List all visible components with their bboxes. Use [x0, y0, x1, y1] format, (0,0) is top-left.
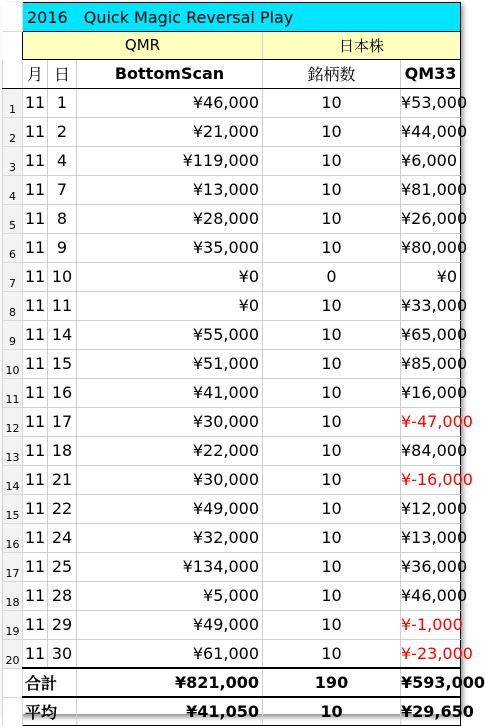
average-qm33[interactable]: ¥29,650	[401, 697, 461, 726]
cell-count[interactable]: 10	[263, 146, 401, 175]
header-bottomscan[interactable]: BottomScan	[77, 60, 263, 89]
header-day[interactable]: 日	[48, 60, 77, 89]
cell-day[interactable]: 29	[48, 610, 77, 639]
cell-count[interactable]: 10	[263, 320, 401, 349]
title-row	[3, 3, 461, 32]
cell-bottomscan[interactable]: ¥55,000	[77, 320, 263, 349]
cell-count[interactable]: 10	[263, 639, 401, 668]
row-number[interactable]: 3	[3, 146, 23, 175]
cell-month[interactable]: 11	[23, 436, 48, 465]
cell-bottomscan[interactable]: ¥30,000	[77, 407, 263, 436]
cell-qm33[interactable]: ¥46,000	[401, 581, 461, 610]
cell-qm33[interactable]: ¥12,000	[401, 494, 461, 523]
cell-count[interactable]: 10	[263, 523, 401, 552]
cell-day[interactable]: 21	[48, 465, 77, 494]
data-table	[2, 2, 485, 726]
total-count[interactable]: 190	[263, 668, 401, 697]
cell-day[interactable]: 18	[48, 436, 77, 465]
table-row	[3, 523, 461, 552]
cell-qm33[interactable]: ¥13,000	[401, 523, 461, 552]
cell-day[interactable]: 4	[48, 146, 77, 175]
cell-count[interactable]: 0	[263, 262, 401, 291]
cell-day[interactable]: 30	[48, 639, 77, 668]
cell-day[interactable]: 14	[48, 320, 77, 349]
cell-bottomscan[interactable]: ¥0	[77, 291, 263, 320]
cell-count[interactable]: 10	[263, 349, 401, 378]
row-number[interactable]: 16	[3, 523, 23, 552]
row-number[interactable]: 6	[3, 233, 23, 262]
cell-day[interactable]: 28	[48, 581, 77, 610]
cell-count[interactable]: 10	[263, 88, 401, 117]
cell-day[interactable]: 8	[48, 204, 77, 233]
header-qmr[interactable]: QMR	[23, 31, 263, 60]
cell-month[interactable]: 11	[23, 204, 48, 233]
cell-count[interactable]: 10	[263, 610, 401, 639]
row-number[interactable]: 4	[3, 175, 23, 204]
header-japan-stocks[interactable]: 日本株	[263, 31, 461, 60]
cell-qm33[interactable]: ¥65,000	[401, 320, 461, 349]
row-number[interactable]: 13	[3, 436, 23, 465]
table-row	[3, 117, 461, 146]
row-number[interactable]: 2	[3, 117, 23, 146]
cell-bottomscan[interactable]: ¥28,000	[77, 204, 263, 233]
total-bottomscan[interactable]: ¥821,000	[77, 668, 263, 697]
total-qm33[interactable]: ¥593,000	[401, 668, 461, 697]
cell-qm33[interactable]: ¥0	[401, 262, 461, 291]
cell-count[interactable]: 10	[263, 378, 401, 407]
cell-bottomscan[interactable]: ¥134,000	[77, 552, 263, 581]
table-row	[3, 552, 461, 581]
cell-qm33[interactable]: ¥-1,000	[401, 610, 461, 639]
cell-bottomscan[interactable]: ¥13,000	[77, 175, 263, 204]
header-row-2	[3, 31, 461, 60]
table-row	[3, 436, 461, 465]
cell-qm33[interactable]: ¥6,000	[401, 146, 461, 175]
cell-qm33[interactable]: ¥16,000	[401, 378, 461, 407]
cell-count[interactable]: 10	[263, 291, 401, 320]
cell-qm33[interactable]: ¥-16,000	[401, 465, 461, 494]
cell-count[interactable]: 10	[263, 117, 401, 146]
average-label[interactable]: 平均	[23, 697, 77, 726]
cell-bottomscan[interactable]: ¥22,000	[77, 436, 263, 465]
cell-day[interactable]: 17	[48, 407, 77, 436]
header-qm33[interactable]: QM33	[401, 60, 461, 89]
cell-bottomscan[interactable]: ¥61,000	[77, 639, 263, 668]
cell-day[interactable]: 10	[48, 262, 77, 291]
cell-month[interactable]: 11	[23, 523, 48, 552]
cell-count[interactable]: 10	[263, 204, 401, 233]
table-row	[3, 204, 461, 233]
cell-day[interactable]: 15	[48, 349, 77, 378]
cell-month[interactable]: 11	[23, 494, 48, 523]
cell-month[interactable]: 11	[23, 175, 48, 204]
cell-month[interactable]: 11	[23, 233, 48, 262]
cell-day[interactable]: 9	[48, 233, 77, 262]
cell-bottomscan[interactable]: ¥0	[77, 262, 263, 291]
cell-month[interactable]: 11	[23, 552, 48, 581]
cell-qm33[interactable]: ¥84,000	[401, 436, 461, 465]
cell-qm33[interactable]: ¥53,000	[401, 88, 461, 117]
row-number[interactable]: 18	[3, 581, 23, 610]
table-row	[3, 639, 461, 668]
cell-bottomscan[interactable]: ¥21,000	[77, 117, 263, 146]
table-row	[3, 175, 461, 204]
cell-month[interactable]: 11	[23, 639, 48, 668]
total-row	[3, 668, 461, 697]
cell-day[interactable]: 1	[48, 88, 77, 117]
total-label[interactable]: 合計	[23, 668, 77, 697]
cell-qm33[interactable]: ¥80,000	[401, 233, 461, 262]
cell-bottomscan[interactable]: ¥35,000	[77, 233, 263, 262]
cell-count[interactable]: 10	[263, 494, 401, 523]
cell-month[interactable]: 11	[23, 146, 48, 175]
cell-bottomscan[interactable]: ¥32,000	[77, 523, 263, 552]
cell-bottomscan[interactable]: ¥51,000	[77, 349, 263, 378]
cell-count[interactable]: 10	[263, 465, 401, 494]
row-number[interactable]: 10	[3, 349, 23, 378]
cell-month[interactable]: 11	[23, 407, 48, 436]
cell-month[interactable]: 11	[23, 349, 48, 378]
cell-qm33[interactable]: ¥85,000	[401, 349, 461, 378]
cell-qm33[interactable]: ¥36,000	[401, 552, 461, 581]
header-row-3	[3, 60, 461, 89]
row-number[interactable]: 11	[3, 378, 23, 407]
cell-day[interactable]: 11	[48, 291, 77, 320]
cell-count[interactable]: 10	[263, 175, 401, 204]
row-number[interactable]: 7	[3, 262, 23, 291]
cell-bottomscan[interactable]: ¥49,000	[77, 610, 263, 639]
table-row	[3, 233, 461, 262]
row-number[interactable]: 5	[3, 204, 23, 233]
row-number[interactable]: 19	[3, 610, 23, 639]
cell-month[interactable]: 11	[23, 378, 48, 407]
sheet-title[interactable]: 2016 Quick Magic Reversal Play	[23, 3, 461, 32]
table-row	[3, 494, 461, 523]
cell-qm33[interactable]: ¥33,000	[401, 291, 461, 320]
table-row	[3, 88, 461, 117]
header-count[interactable]: 銘柄数	[263, 60, 401, 89]
row-number[interactable]: 14	[3, 465, 23, 494]
table-row	[3, 349, 461, 378]
cell-count[interactable]: 10	[263, 436, 401, 465]
cell-count[interactable]: 10	[263, 407, 401, 436]
row-number[interactable]: 15	[3, 494, 23, 523]
table-row	[3, 465, 461, 494]
cell-bottomscan[interactable]: ¥30,000	[77, 465, 263, 494]
cell-month[interactable]: 11	[23, 320, 48, 349]
cell-count[interactable]: 10	[263, 233, 401, 262]
cell-month[interactable]: 11	[23, 291, 48, 320]
cell-month[interactable]: 11	[23, 465, 48, 494]
table-row	[3, 581, 461, 610]
cell-bottomscan[interactable]: ¥49,000	[77, 494, 263, 523]
cell-month[interactable]: 11	[23, 117, 48, 146]
cell-day[interactable]: 7	[48, 175, 77, 204]
cell-qm33[interactable]: ¥-23,000	[401, 639, 461, 668]
row-number[interactable]: 9	[3, 320, 23, 349]
table-row	[3, 320, 461, 349]
cell-bottomscan[interactable]: ¥46,000	[77, 88, 263, 117]
cell-qm33[interactable]: ¥81,000	[401, 175, 461, 204]
cell-day[interactable]: 16	[48, 378, 77, 407]
row-number[interactable]: 12	[3, 407, 23, 436]
table-row	[3, 378, 461, 407]
cell-month[interactable]: 11	[23, 262, 48, 291]
cell-qm33[interactable]: ¥44,000	[401, 117, 461, 146]
average-count[interactable]: 10	[263, 697, 401, 726]
cell-day[interactable]: 25	[48, 552, 77, 581]
table-row	[3, 146, 461, 175]
cell-bottomscan[interactable]: ¥119,000	[77, 146, 263, 175]
cell-qm33[interactable]: ¥26,000	[401, 204, 461, 233]
row-number[interactable]: 8	[3, 291, 23, 320]
cell-bottomscan[interactable]: ¥5,000	[77, 581, 263, 610]
cell-count[interactable]: 10	[263, 581, 401, 610]
average-row	[3, 697, 461, 726]
table-row	[3, 291, 461, 320]
spreadsheet	[2, 2, 485, 722]
table-row	[3, 610, 461, 639]
cell-qm33[interactable]: ¥-47,000	[401, 407, 461, 436]
table-row	[3, 262, 461, 291]
cell-day[interactable]: 22	[48, 494, 77, 523]
cell-bottomscan[interactable]: ¥41,000	[77, 378, 263, 407]
row-number[interactable]: 20	[3, 639, 23, 668]
cell-month[interactable]: 11	[23, 581, 48, 610]
cell-day[interactable]: 24	[48, 523, 77, 552]
cell-month[interactable]: 11	[23, 88, 48, 117]
cell-month[interactable]: 11	[23, 610, 48, 639]
average-bottomscan[interactable]: ¥41,050	[77, 697, 263, 726]
table-row	[3, 407, 461, 436]
header-month[interactable]: 月	[23, 60, 48, 89]
cell-day[interactable]: 2	[48, 117, 77, 146]
row-number[interactable]: 1	[3, 88, 23, 117]
row-number[interactable]: 17	[3, 552, 23, 581]
cell-count[interactable]: 10	[263, 552, 401, 581]
